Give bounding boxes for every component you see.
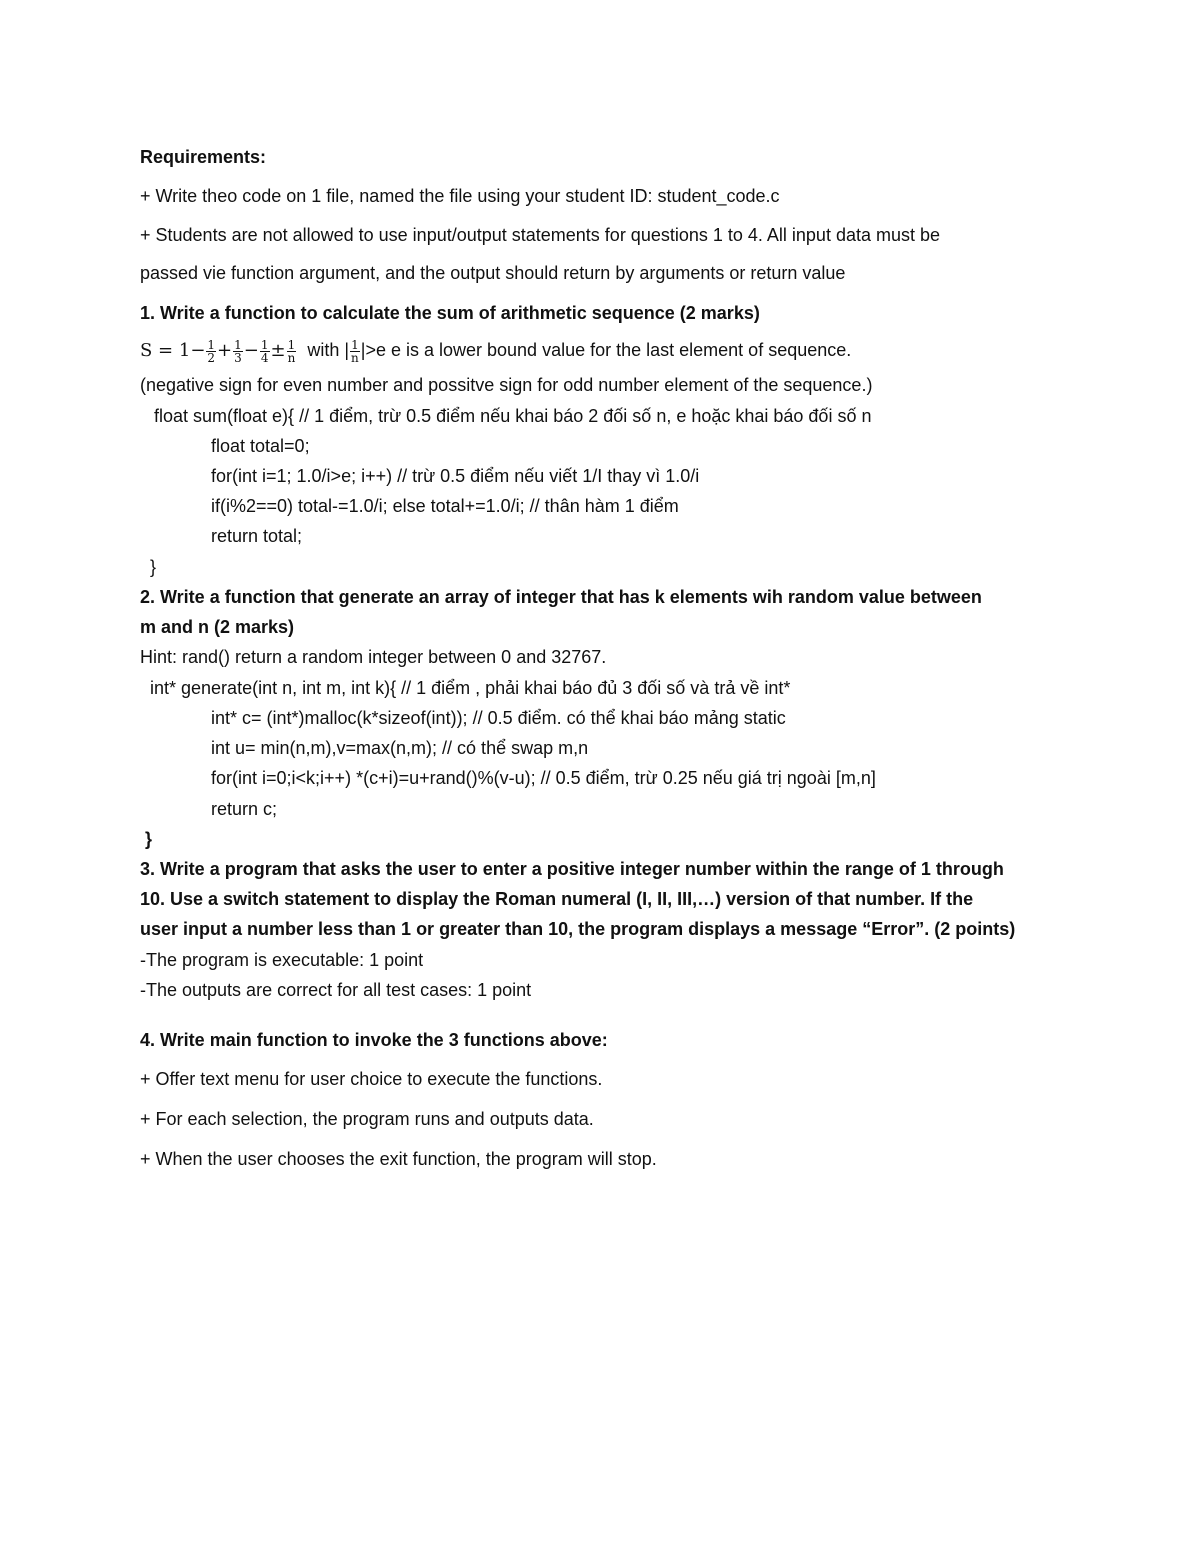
- q4-item-2: + For each selection, the program runs and outputs data.: [140, 1109, 594, 1129]
- q1-heading: 1. Write a function to calculate the sum of arithmetic sequence (2 marks): [140, 303, 760, 323]
- q3-criterion-2: -The outputs are correct for all test cases: 1 point: [140, 980, 532, 1000]
- q1-code-line-3: for(int i=1; 1.0/i>e; i++) // trừ 0.5 điểm nếu viết 1/I thay vì 1.0/i: [211, 466, 700, 486]
- q2-hint: Hint: rand() return a random integer between 0 and 32767.: [140, 647, 607, 667]
- formula-fraction-4: $\frac{1}{n}$: [287, 337, 296, 365]
- q3-line-1: 3. Write a program that asks the user to enter a positive integer number within the range of 1 through: [140, 859, 1004, 879]
- q4-item-1: + Offer text menu for user choice to execute the functions.: [140, 1069, 603, 1089]
- formula-lhs: S = 1: [140, 340, 191, 361]
- q2-code-line-3: int u= min(n,m),v=max(n,m); // có thể swap m,n: [211, 738, 589, 758]
- q1-note: (negative sign for even number and possitve sign for odd number element of the sequence.): [140, 375, 873, 395]
- q1-code-line-2: float total=0;: [211, 436, 310, 456]
- formula-op-4: ±: [270, 340, 286, 361]
- q2-heading-line-2: m and n (2 marks): [140, 617, 295, 637]
- q2-code-line-2: int* c= (int*)malloc(k*sizeof(int)); // 0.5 điểm. có thể khai báo mảng static: [211, 708, 786, 728]
- formula-fraction-2: $\frac{1}{3}$: [234, 337, 242, 365]
- q3-line-3: user input a number less than 1 or greater than 10, the program displays a message “Error”. (2 points): [140, 919, 1016, 939]
- q2-heading-line-1: 2. Write a function that generate an array of integer that has k elements wih random value between: [140, 587, 982, 607]
- q2-code-line-4: for(int i=0;i<k;i++) *(c+i)=u+rand()%(v-u); // 0.5 điểm, trừ 0.25 nếu giá trị ngoài [m,n]: [211, 768, 876, 788]
- q4-item-3: + When the user chooses the exit function, the program will stop.: [140, 1149, 657, 1169]
- q2-code-line-1: int* generate(int n, int m, int k){ // 1 điểm , phải khai báo đủ 3 đối số và trả về int*: [150, 678, 791, 698]
- formula-fraction-3: $\frac{1}{4}$: [260, 337, 269, 365]
- formula-with-text: with |: [307, 340, 350, 360]
- formula-op-3: −: [243, 340, 259, 361]
- q1-formula: [140, 336, 851, 365]
- requirement-item-3: passed vie function argument, and the output should return by arguments or return value: [140, 263, 846, 283]
- q1-code-line-4: if(i%2==0) total-=1.0/i; else total+=1.0/i; // thân hàm 1 điểm: [211, 496, 679, 516]
- formula-op-2: +: [217, 340, 233, 361]
- q3-line-2: 10. Use a switch statement to display the Roman numeral (I, II, III,…) version of that number. If the: [140, 889, 974, 909]
- requirement-item-1: + Write theo code on 1 file, named the file using your student ID: student_code.c: [140, 186, 780, 206]
- formula-abs-fraction: $\frac{1}{n}$: [351, 337, 359, 365]
- formula-op-1: −: [190, 340, 206, 361]
- q2-code-line-5: return c;: [211, 799, 278, 819]
- requirement-item-2: + Students are not allowed to use input/output statements for questions 1 to 4. All input data must be: [140, 225, 941, 245]
- q1-code-line-5: return total;: [211, 526, 303, 546]
- requirements-title: Requirements:: [140, 147, 267, 167]
- q4-heading: 4. Write main function to invoke the 3 functions above:: [140, 1030, 608, 1050]
- q3-criterion-1: -The program is executable: 1 point: [140, 950, 424, 970]
- q2-code-line-6: }: [145, 829, 153, 849]
- formula-fraction-1: $\frac{1}{2}$: [207, 337, 216, 365]
- formula-tail: |>e e is a lower bound value for the last element of sequence.: [360, 340, 852, 360]
- q1-code-line-1: float sum(float e){ // 1 điểm, trừ 0.5 điểm nếu khai báo 2 đối số n, e hoặc khai báo đối số n: [154, 406, 872, 426]
- q1-code-line-6: }: [150, 557, 157, 577]
